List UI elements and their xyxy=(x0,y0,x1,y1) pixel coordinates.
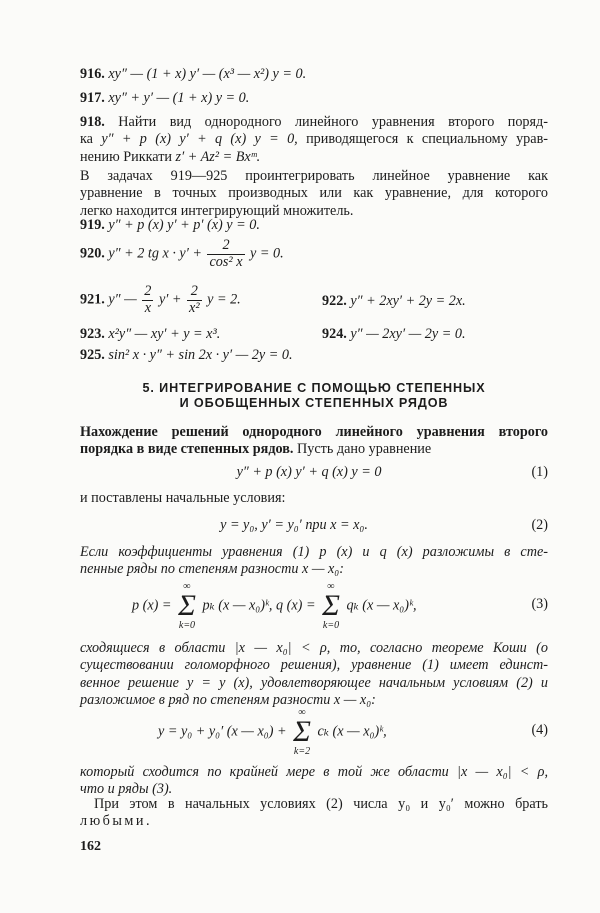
equation-2 xyxy=(80,517,548,534)
paragraph xyxy=(80,796,548,831)
sum-symbol xyxy=(178,582,196,631)
problem-number: 921. xyxy=(80,291,105,308)
equation-part: y = 2. xyxy=(207,291,241,308)
denominator: x² xyxy=(189,299,200,316)
paragraph-line: любыми. xyxy=(80,813,153,830)
sum-lower-limit: k=0 xyxy=(322,619,340,631)
equation-3 xyxy=(80,582,548,632)
equation-number: (2) xyxy=(531,517,548,533)
intro-line: легко находится интегрирующий множитель. xyxy=(80,202,354,219)
problem-number: 919. xyxy=(80,217,105,233)
equation: z′ + Az² = Bxᵐ. xyxy=(175,148,261,165)
sum-upper-limit: ∞ xyxy=(327,581,335,592)
equation: sin² x · y″ + sin 2x · y′ — 2y = 0. xyxy=(108,347,293,363)
page-number: 162 xyxy=(80,839,101,854)
equation-part: y = y₀ + y₀′ (x — x₀) + xyxy=(158,723,287,740)
equation: y″ + p (x) y′ + p′ (x) y = 0. xyxy=(108,217,260,233)
numerator: 2 xyxy=(222,237,230,253)
problem-number: 918. xyxy=(80,114,105,130)
theorem-text xyxy=(80,640,548,709)
numerator: 2 xyxy=(144,283,152,299)
paragraph: и поставлены начальные условия: xyxy=(80,490,286,506)
problem-number: 925. xyxy=(80,347,105,363)
section-heading-line: И ОБОБЩЕННЫХ СТЕПЕННЫХ РЯДОВ xyxy=(179,396,449,411)
equation-part: p (x) = xyxy=(132,597,172,614)
fraction xyxy=(207,238,244,270)
denominator: cos² x xyxy=(209,253,243,270)
numerator: 2 xyxy=(190,283,198,299)
problem-921 xyxy=(80,284,320,316)
section-heading-line: 5. ИНТЕГРИРОВАНИЕ С ПОМОЩЬЮ СТЕПЕННЫХ xyxy=(142,381,486,395)
equation-part: cₖ (x — x₀)ᵏ, xyxy=(317,723,387,740)
equation-1 xyxy=(80,464,548,481)
theorem-text xyxy=(80,764,548,799)
problem-number: 924. xyxy=(322,326,347,342)
equation: xy″ + y′ — (1 + x) y = 0. xyxy=(108,90,250,106)
problem-918 xyxy=(80,114,548,166)
theorem-line: венное решение y = y (x), удовлетворяющее начальным условиям (2) и xyxy=(80,674,548,691)
problem-925 xyxy=(80,347,548,364)
problem-920 xyxy=(80,238,548,270)
problem-text: Найти вид однородного линейного уравнения второго поряд- xyxy=(118,114,548,130)
equation: y″ — 2xy′ — 2y = 0. xyxy=(350,326,466,342)
problem-text: приводящегося к специальному урав- xyxy=(297,131,548,148)
problem-number: 923. xyxy=(80,326,105,342)
problem-923 xyxy=(80,326,320,343)
bold-heading-line: порядка в виде степенных рядов. xyxy=(80,441,294,458)
theorem-line: пенные ряды по степеням разности x — x₀: xyxy=(80,561,344,578)
problem-917 xyxy=(80,90,548,107)
equation-part: pₖ (x — x₀)ᵏ, q (x) = xyxy=(202,597,316,614)
problem-number: 920. xyxy=(80,245,105,262)
sum-lower-limit: k=2 xyxy=(293,745,311,757)
equation-number: (3) xyxy=(531,596,548,612)
problems-intro xyxy=(80,168,548,220)
fraction xyxy=(142,284,153,316)
problem-919 xyxy=(80,217,548,234)
equation-right: y = 0. xyxy=(250,245,284,262)
theorem-line: разложимое в ряд по степеням разности x — x₀: xyxy=(80,691,376,708)
sum-lower-limit: k=0 xyxy=(178,619,196,631)
problem-924 xyxy=(322,326,466,343)
equation-left: y″ + 2 tg x · y′ + xyxy=(108,245,202,262)
subsection-intro xyxy=(80,424,548,459)
equation: y″ + p (x) y′ + q (x) y = 0, xyxy=(101,131,298,148)
paragraph-text: Пусть дано уравнение xyxy=(293,441,432,458)
equation-part: y′ + xyxy=(158,291,182,308)
problem-916 xyxy=(80,66,548,83)
theorem-line: Если коэффициенты уравнения (1) p (x) и q (x) разложимы в сте- xyxy=(80,544,548,560)
problem-number: 916. xyxy=(80,66,105,82)
section-heading xyxy=(80,381,548,412)
equation-4 xyxy=(80,708,548,758)
problem-number: 917. xyxy=(80,90,105,106)
equation-part: qₖ (x — x₀)ᵏ, xyxy=(346,597,417,614)
equation-number: (1) xyxy=(531,464,548,480)
theorem-text xyxy=(80,544,548,579)
problem-text: ка xyxy=(80,131,102,148)
theorem-line: сходящиеся в области |x — x₀| < ρ, то, согласно теореме Коши (о xyxy=(80,640,548,656)
paragraph-line: При этом в начальных условиях (2) числа y₀ и y₀′ можно брать xyxy=(94,796,548,812)
sum-symbol xyxy=(293,708,311,757)
theorem-line: существовании голоморфного решения), уравнение (1) имеет единст- xyxy=(80,657,548,674)
equation: x²y″ — xy′ + y = x³. xyxy=(108,326,221,342)
problem-text: нению Риккати xyxy=(80,148,176,165)
equation: y = y₀, y′ = y₀′ при x = x₀. xyxy=(220,517,368,533)
equation: y″ + 2xy′ + 2y = 2x. xyxy=(350,293,466,309)
denominator: x xyxy=(142,300,153,317)
intro-line: В задачах 919—925 проинтегрировать линейное уравнение как xyxy=(80,168,548,184)
equation-number: (4) xyxy=(531,722,548,738)
problem-922 xyxy=(322,293,466,310)
sigma-icon: Σ xyxy=(322,589,340,622)
sigma-icon: Σ xyxy=(178,589,196,622)
equation-part: y″ — xyxy=(108,291,137,308)
equation: y″ + p (x) y′ + q (x) y = 0 xyxy=(236,464,382,480)
fraction xyxy=(187,284,202,316)
theorem-line: что и ряды (3). xyxy=(80,781,173,798)
theorem-line: который сходится по крайней мере в той же области |x — x₀| < ρ, xyxy=(80,764,548,780)
sum-upper-limit: ∞ xyxy=(298,707,306,718)
intro-line: уравнение в точных производных или как уравнение, для которого xyxy=(80,185,548,202)
sum-symbol xyxy=(322,582,340,631)
bold-heading-line: Нахождение решений однородного линейного уравнения второго xyxy=(80,424,548,440)
sigma-icon: Σ xyxy=(293,715,311,748)
problem-number: 922. xyxy=(322,293,347,309)
equation: xy″ — (1 + x) y′ — (x³ — x²) y = 0. xyxy=(108,66,307,82)
sum-upper-limit: ∞ xyxy=(183,581,191,592)
